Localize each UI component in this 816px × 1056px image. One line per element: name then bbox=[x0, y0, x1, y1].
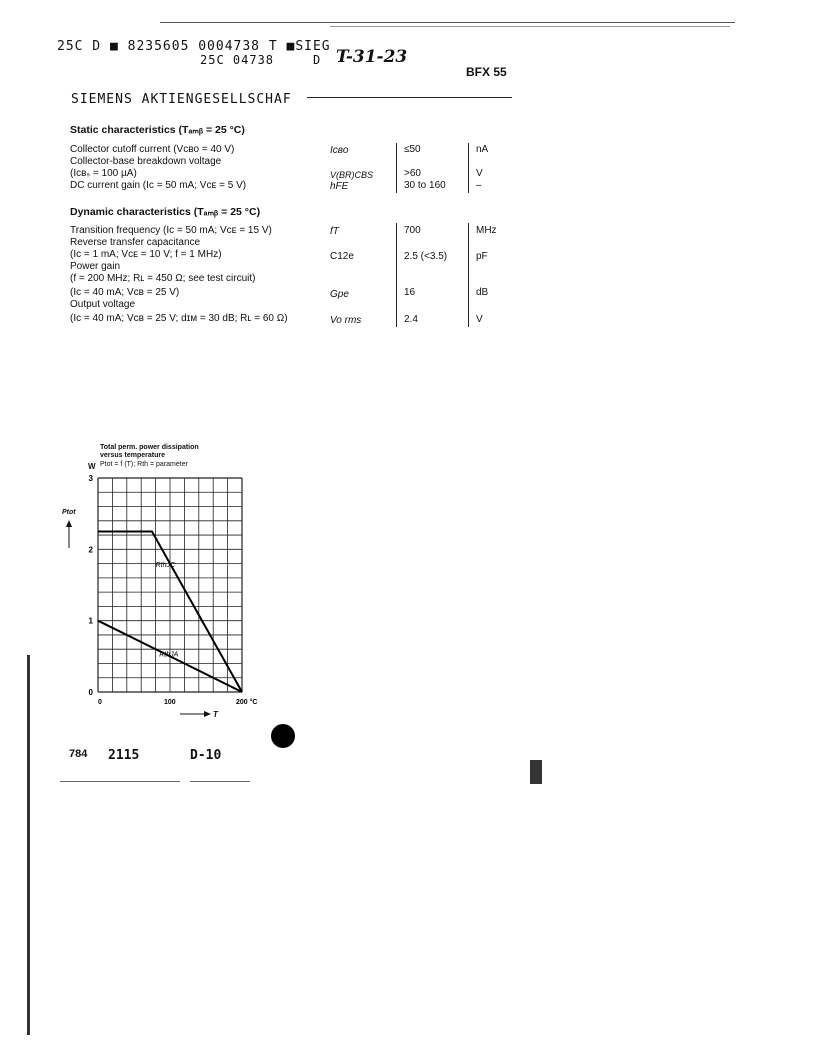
static-row-0-symbol: Iᴄʙᴏ bbox=[330, 145, 349, 156]
static-row-3-symbol: hFE bbox=[330, 181, 349, 192]
x-tick-label: 100 bbox=[164, 699, 176, 706]
static-row-2-desc: (Iᴄʙₛ = 100 µA) bbox=[70, 168, 137, 179]
company-name: SIEMENS AKTIENGESELLSCHAF bbox=[71, 92, 292, 107]
chart-title-line-1: Total perm. power dissipation bbox=[100, 444, 199, 451]
handwritten-note: T-31-23 bbox=[336, 47, 408, 67]
d-mark: D bbox=[313, 53, 321, 67]
static-row-3-value: 30 to 160 bbox=[404, 180, 446, 191]
static-row-3-desc: DC current gain (Iᴄ = 50 mA; Vᴄᴇ = 5 V) bbox=[70, 180, 247, 191]
part-number: BFX 55 bbox=[466, 65, 507, 79]
document-code-line: 25C D ■ 8235605 0004738 T ■SIEG bbox=[57, 39, 331, 54]
y-tick-label: 3 bbox=[88, 474, 93, 483]
static-value-rule bbox=[396, 143, 397, 193]
series-label-rthja: RthJA bbox=[159, 651, 179, 659]
dynamic-row-5-unit: dB bbox=[476, 287, 489, 298]
dynamic-row-4-desc: (f = 200 MHz; Rʟ = 450 Ω; see test circuit) bbox=[70, 273, 256, 284]
x-tick-label: 200 °C bbox=[236, 699, 258, 706]
dynamic-row-3-desc: Power gain bbox=[70, 261, 121, 272]
x-axis-arrow bbox=[180, 710, 212, 718]
footer-rule-2 bbox=[190, 781, 250, 782]
page-number: 784 bbox=[69, 748, 88, 760]
y-axis-label: Ptot bbox=[62, 509, 76, 516]
company-rule bbox=[307, 97, 512, 98]
static-row-0-unit: nA bbox=[476, 144, 489, 155]
punch-hole bbox=[271, 724, 295, 748]
footer-code: 2115 bbox=[108, 748, 140, 763]
dynamic-row-7-desc: (Iᴄ = 40 mA; Vᴄʙ = 25 V; dɪᴍ = 30 dB; Rʟ = 60 Ω) bbox=[70, 313, 288, 324]
dynamic-heading: Dynamic characteristics (Tₐₘᵦ = 25 °C) bbox=[70, 206, 261, 218]
dynamic-row-2-desc: (Iᴄ = 1 mA; Vᴄᴇ = 10 V; f = 1 MHz) bbox=[70, 249, 222, 260]
dynamic-row-7-value: 2.4 bbox=[404, 314, 418, 325]
power-dissipation-chart bbox=[80, 470, 280, 710]
dynamic-row-5-value: 16 bbox=[404, 287, 416, 298]
scan-blot bbox=[530, 760, 542, 784]
y-axis-arrow bbox=[64, 520, 74, 550]
dynamic-row-2-unit: pF bbox=[476, 251, 488, 262]
y-tick-label: 0 bbox=[88, 688, 93, 697]
dynamic-row-2-symbol: C12e bbox=[330, 251, 354, 262]
static-unit-rule bbox=[468, 143, 469, 193]
dynamic-row-1-desc: Reverse transfer capacitance bbox=[70, 237, 201, 248]
chart-title-line-3: Ptot = f (T); Rth = parameter bbox=[100, 461, 188, 468]
x-tick-label: 0 bbox=[98, 699, 102, 706]
dynamic-row-6-desc: Output voltage bbox=[70, 299, 136, 310]
static-row-0-desc: Collector cutoff current (Vᴄʙᴏ = 40 V) bbox=[70, 144, 235, 155]
static-row-3-unit: – bbox=[476, 180, 482, 191]
static-row-2-value: >60 bbox=[404, 168, 421, 179]
static-row-0-value: ≤50 bbox=[404, 144, 421, 155]
chart-title-line-2: versus temperature bbox=[100, 452, 165, 459]
dynamic-unit-rule bbox=[468, 223, 469, 327]
dynamic-row-2-value: 2.5 (<3.5) bbox=[404, 251, 448, 262]
dynamic-row-5-desc: (Iᴄ = 40 mA; Vᴄʙ = 25 V) bbox=[70, 287, 180, 298]
y-tick-label: 1 bbox=[88, 616, 93, 626]
static-heading: Static characteristics (Tₐₘᵦ = 25 °C) bbox=[70, 124, 245, 136]
x-axis-label: T bbox=[213, 710, 218, 719]
dynamic-row-7-unit: V bbox=[476, 314, 483, 325]
static-row-2-symbol: V(BR)CBS bbox=[330, 170, 374, 180]
dynamic-row-0-desc: Transition frequency (Iᴄ = 50 mA; Vᴄᴇ = 15 V) bbox=[70, 225, 272, 236]
y-unit-label: W bbox=[88, 462, 96, 471]
dynamic-row-0-value: 700 bbox=[404, 225, 421, 236]
static-row-1-desc: Collector-base breakdown voltage bbox=[70, 156, 222, 167]
series-label-rthjc: RthJC bbox=[155, 562, 176, 570]
document-code-line2: 25C 04738 bbox=[200, 53, 275, 67]
dynamic-row-7-symbol: Vo rms bbox=[330, 315, 362, 326]
footer-ref: D-10 bbox=[190, 748, 222, 763]
static-row-2-unit: V bbox=[476, 168, 483, 179]
y-tick-label: 2 bbox=[88, 545, 93, 555]
dynamic-row-0-unit: MHz bbox=[476, 225, 497, 236]
dynamic-row-5-symbol: Gpe bbox=[330, 289, 349, 300]
dynamic-row-0-symbol: fT bbox=[330, 226, 339, 237]
scan-left-edge bbox=[27, 655, 30, 1035]
scan-rule-top2 bbox=[330, 26, 730, 27]
dynamic-value-rule bbox=[396, 223, 397, 327]
footer-rule bbox=[60, 781, 180, 782]
scan-rule-top bbox=[160, 22, 735, 23]
